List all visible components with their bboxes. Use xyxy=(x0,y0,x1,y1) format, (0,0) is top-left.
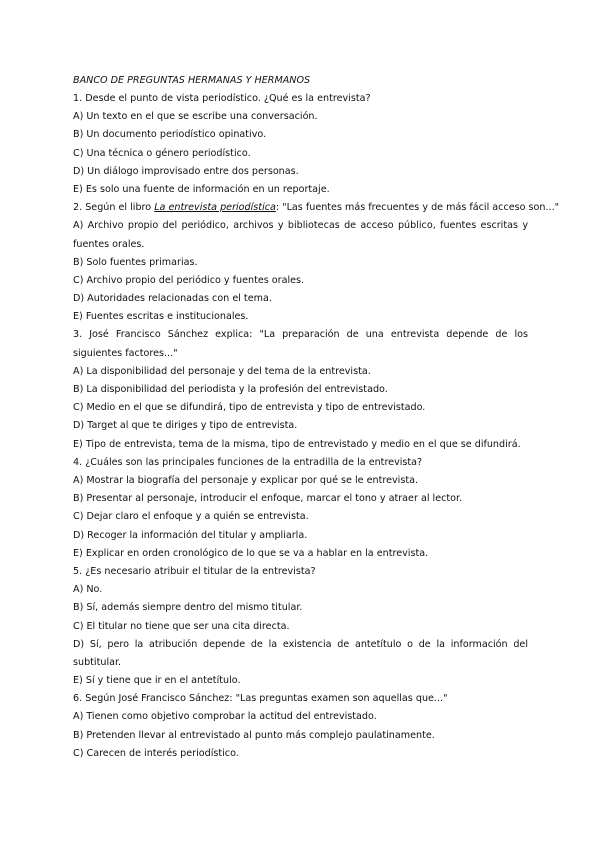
q5-option-c: C) El titular no tiene que ser una cita directa. xyxy=(73,620,290,632)
q1-option-b: B) Un documento periodístico opinativo. xyxy=(73,129,267,141)
q4-option-d: D) Recoger la información del titular y ampliarla. xyxy=(73,529,308,541)
q4-option-a: A) Mostrar la biografía del personaje y explicar por qué se le entrevista. xyxy=(73,475,419,486)
q5-option-b: B) Sí, además siempre dentro del mismo titular. xyxy=(73,602,303,614)
question-bank xyxy=(73,74,560,765)
q1-option-d: D) Un diálogo improvisado entre dos personas. xyxy=(73,165,299,177)
q4-option-e: E) Explicar en orden cronológico de lo que se va a hablar en la entrevista. xyxy=(73,547,429,559)
q3-option-c: C) Medio en el que se difundirá, tipo de entrevista y tipo de entrevistado. xyxy=(73,402,426,414)
q1-option-e: E) Es solo una fuente de información en un reportaje. xyxy=(73,183,330,195)
question-5: 5. ¿Es necesario atribuir el titular de la entrevista? xyxy=(73,565,316,577)
document-title: BANCO DE PREGUNTAS HERMANAS Y HERMANOS xyxy=(73,75,311,86)
q5-option-d: D) Sí, pero la atribución depende de la existencia de antetítulo o de la información del subtitular. xyxy=(73,638,528,668)
question-2-suffix: : "Las fuentes más frecuentes y de más fácil acceso son..." xyxy=(275,202,560,214)
q2-option-e: E) Fuentes escritas e institucionales. xyxy=(73,311,249,323)
q1-option-c: C) Una técnica o género periodístico. xyxy=(73,147,251,159)
question-3: 3. José Francisco Sánchez explica: "La preparación de una entrevista depende de los siguientes factores..." xyxy=(73,329,528,359)
q2-option-b: B) Solo fuentes primarias. xyxy=(73,256,198,268)
question-4: 4. ¿Cuáles son las principales funciones de la entradilla de la entrevista? xyxy=(73,456,423,468)
q2-option-c: C) Archivo propio del periódico y fuentes orales. xyxy=(73,274,305,286)
q5-option-a: A) No. xyxy=(73,584,103,596)
q3-option-d: D) Target al que te diriges y tipo de entrevista. xyxy=(73,420,298,432)
book-title: La entrevista periodística xyxy=(154,202,276,214)
q1-option-a: A) Un texto en el que se escribe una conversación. xyxy=(73,111,318,123)
q4-option-b: B) Presentar al personaje, introducir el enfoque, marcar el tono y atraer al lector. xyxy=(73,493,463,505)
q4-option-c: C) Dejar claro el enfoque y a quién se entrevista. xyxy=(73,511,309,523)
q6-option-a: A) Tienen como objetivo comprobar la actitud del entrevistado. xyxy=(73,711,377,723)
q2-option-d: D) Autoridades relacionadas con el tema. xyxy=(73,293,272,305)
q3-option-a: A) La disponibilidad del personaje y del tema de la entrevista. xyxy=(73,365,371,377)
question-1: 1. Desde el punto de vista periodístico. ¿Qué es la entrevista? xyxy=(73,93,371,104)
q6-option-c: C) Carecen de interés periodístico. xyxy=(73,747,239,759)
q2-option-a: A) Archivo propio del periódico, archivos y bibliotecas de acceso público, fuentes escritas y fuentes orales. xyxy=(73,220,528,250)
q5-option-e: E) Sí y tiene que ir en el antetítulo. xyxy=(73,675,241,687)
q3-option-b: B) La disponibilidad del periodista y la profesión del entrevistado. xyxy=(73,384,388,396)
question-2-prefix: 2. Según el libro xyxy=(73,202,155,214)
question-6: 6. Según José Francisco Sánchez: "Las preguntas examen son aquellas que..." xyxy=(73,693,448,705)
q6-option-b: B) Pretenden llevar al entrevistado al punto más complejo paulatinamente. xyxy=(73,729,435,741)
q3-option-e: E) Tipo de entrevista, tema de la misma, tipo de entrevistado y medio en el que se difundirá. xyxy=(73,438,521,450)
